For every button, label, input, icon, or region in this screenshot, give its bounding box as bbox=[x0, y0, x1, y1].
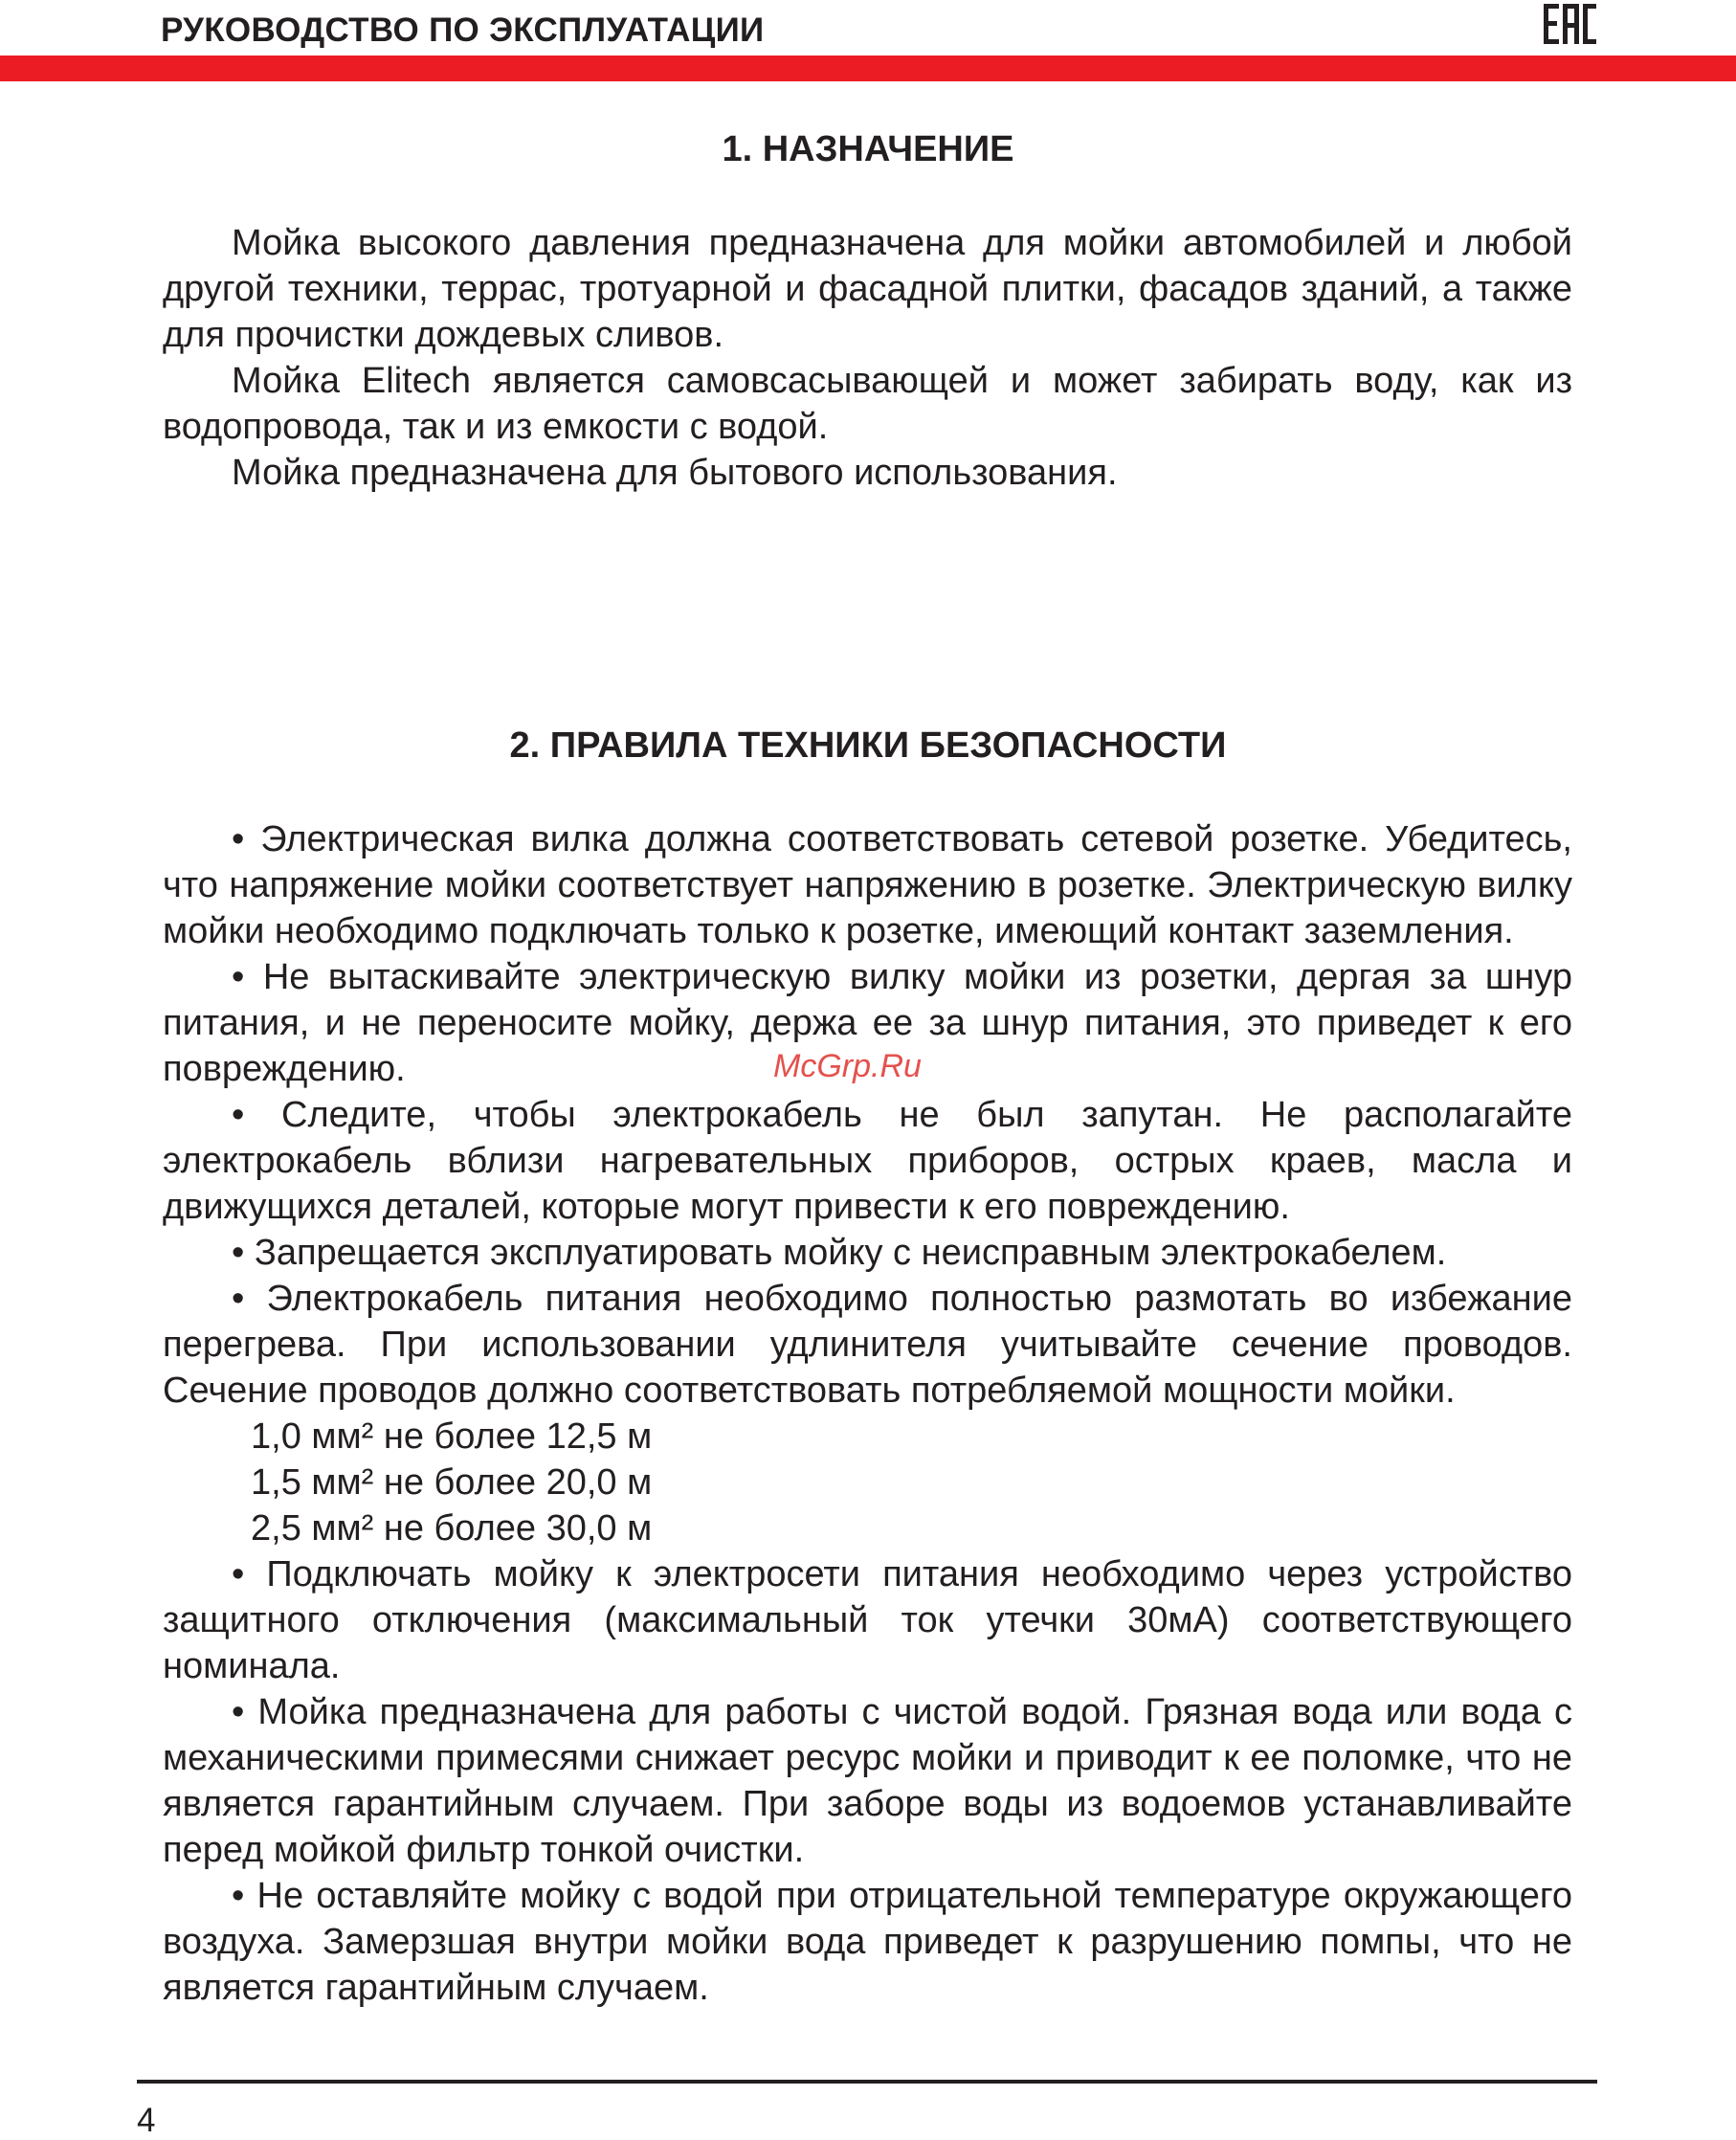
watermark: McGrp.Ru bbox=[773, 1048, 922, 1084]
paragraph: Мойка Elitech является самовсасывающей и может забирать воду, как из водопровода, так и из емкости с водой. bbox=[163, 361, 1572, 447]
page-number: 4 bbox=[137, 2102, 156, 2139]
cable-spec-item: 2,5 мм² не более 30,0 м bbox=[251, 1508, 653, 1549]
paragraph: Мойка предназначена для бытового использования. bbox=[232, 453, 1118, 493]
footer-divider bbox=[137, 2080, 1597, 2084]
paragraph: • Подключать мойку к электросети питания необходимо через устройство защитного отключения (максимальный ток утечки 30мА) соответствующего номинала. bbox=[163, 1554, 1572, 1686]
paragraph: • Мойка предназначена для работы с чистой водой. Грязная вода или вода с механическими примесями снижает ресурс мойки и приводит к ее поломке, что не является гарантийным случаем. При заборе воды из водоемов устанавливайте перед мойкой фильтр тонкой очистки. bbox=[163, 1692, 1572, 1870]
paragraph: • Не вытаскивайте электрическую вилку мойки из розетки, дергая за шнур питания, и не переносите мойку, держа ее за шнур питания, это приведет к его повреждению. bbox=[163, 957, 1572, 1089]
paragraph: • Запрещается эксплуатировать мойку с неисправным электрокабелем. bbox=[232, 1233, 1447, 1273]
paragraph: • Электрокабель питания необходимо полностью размотать во избежание перегрева. При использовании удлинителя учитывайте сечение проводов. Сечение проводов должно соответствовать потребляемой мощности мойки. bbox=[163, 1279, 1572, 1411]
paragraph: • Не оставляйте мойку с водой при отрицательной температуре окружающего воздуха. Замерзшая внутри мойки вода приведет к разрушению помпы, что не является гарантийным случаем. bbox=[163, 1876, 1572, 2008]
cable-spec-item: 1,5 мм² не более 20,0 м bbox=[251, 1462, 653, 1503]
header-red-band bbox=[0, 56, 1736, 81]
header-title: РУКОВОДСТВО ПО ЭКСПЛУАТАЦИИ bbox=[161, 11, 765, 49]
paragraph: Мойка высокого давления предназначена для мойки автомобилей и любой другой техники, террас, тротуарной и фасадной плитки, фасадов зданий, а также для прочистки дождевых сливов. bbox=[163, 223, 1572, 355]
eac-logo bbox=[1542, 0, 1597, 48]
section-purpose-body bbox=[163, 220, 1572, 496]
section-title-purpose: 1. НАЗНАЧЕНИЕ bbox=[722, 129, 1014, 169]
paragraph: • Следите, чтобы электрокабель не был запутан. Не располагайте электрокабель вблизи нагревательных приборов, острых краев, масла и движущихся деталей, которые могут привести к его повреждению. bbox=[163, 1095, 1572, 1227]
section-safety-body bbox=[163, 816, 1572, 2011]
cable-spec-item: 1,0 мм² не более 12,5 м bbox=[251, 1416, 653, 1457]
section-title-safety: 2. ПРАВИЛА ТЕХНИКИ БЕЗОПАСНОСТИ bbox=[509, 725, 1227, 766]
paragraph: • Электрическая вилка должна соответствовать сетевой розетке. Убедитесь, что напряжение мойки соответствует напряжению в розетке. Электрическую вилку мойки необходимо подключать только к розетке, имеющий контакт заземления. bbox=[163, 819, 1572, 951]
